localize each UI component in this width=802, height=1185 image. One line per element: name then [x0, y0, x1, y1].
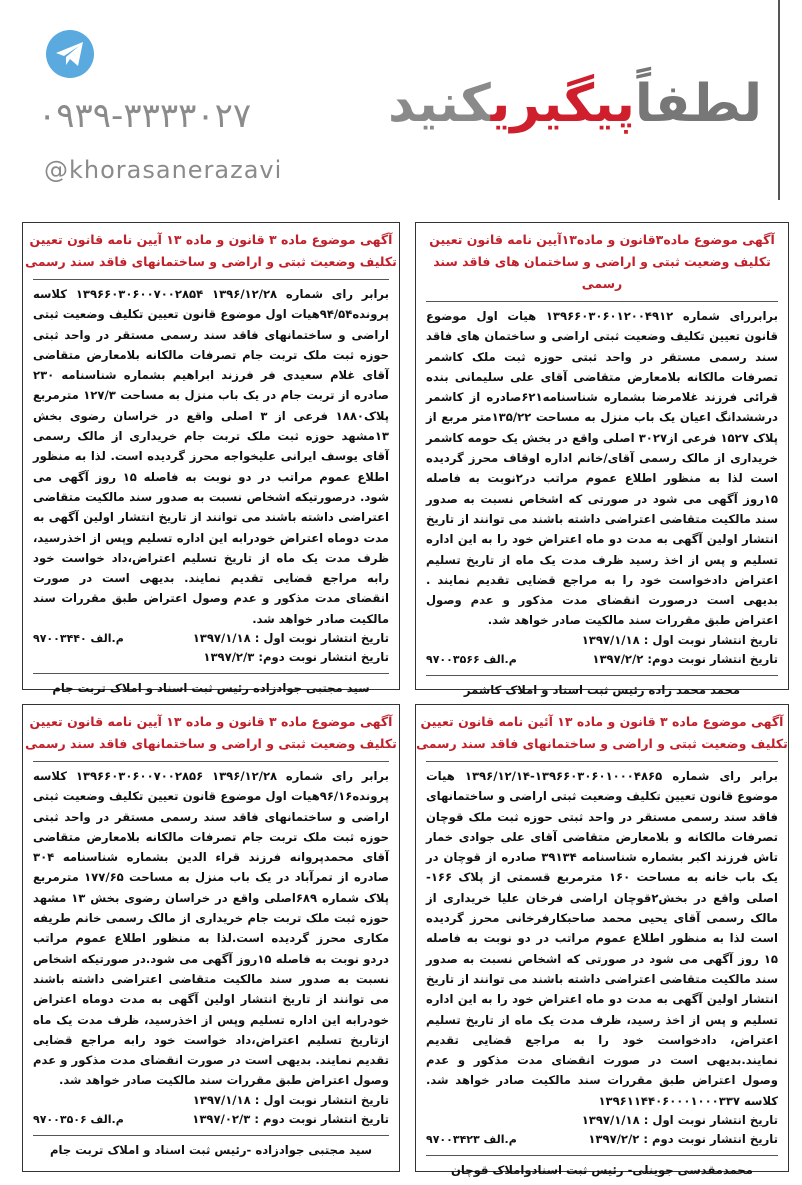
- ad-rule: [33, 279, 389, 280]
- ad-rule: [426, 675, 778, 676]
- ad-title-line2: تکلیف وضعیت ثبتی و اراضی و ساختمانهای فاقد سند رسمی: [25, 736, 397, 751]
- pub-date-2: [23, 1110, 399, 1129]
- pub-date-1: [416, 631, 788, 650]
- ad-body-text: برابر رای شماره ۱۳۹۶/۱۲/۲۸ ۱۳۹۶۶۰۳۰۶۰۰۷۰۰۲۸۵۶ کلاسه پرونده۹۶/۱۶هیات اول موضوع قانون تعیین تکلیف وضعیت ثبتی اراضی و ساختمانهای فاقد سند رسمی مستقر در واحد ثبتی حوزه ثبت ملک تربت جام تصرفات مالکانه بلامعارض متقاضی آقای محمدپروانه فرزند قراء الدین بشماره شناسنامه ۳۰۴ صادره از تمرآباد در یک باب منزل به مساحت ۱۷۷/۶۵ مترمربع پلاک شماره ۶۸۹اصلی واقع در خراسان رضوی بخش ۱۳ مشهد حوزه ثبت ملک تربت جام خریداری از مالک رسمی خانم طریفه مکاری محرز گردیده است.لذا به منظور اطلاع عموم مراتب دردو نوبت به فاصله ۱۵روز آگهی می شود.در صورتیکه اشخاص نسبت به صدور سند مالکیت متقاضی اعتراضی داشته باشند می توانند از تاریخ انتشار اولین آگهی به مدت دوماه اعتراض خودرابه این اداره تسلیم وپس از اخذرسید، ظرف مدت یک ماه ازتاریخ تسلیم اعتراض،داد خواست خود رابه مراجع قضایی تقدیم نمایند. بدیهی است در صورت انقضای مدت مذکور و عدم وصول اعتراض طبق مقررات سند مالکیت صادر خواهد شد.: [33, 769, 389, 1088]
- slogan-part3: کنید: [388, 74, 491, 134]
- slogan: [388, 74, 762, 134]
- ad-code: م.الف ۹۷۰۰۳۵۶۶: [426, 652, 517, 666]
- ad-quchan: [415, 704, 789, 1178]
- pub-date-2: [23, 648, 399, 667]
- ad-body-text: برابررای شماره ۱۳۹۶۶۰۳۰۶۰۱۲۰۰۴۹۱۲ هیات اول موضوع قانون تعیین تکلیف وضعیت ثبتی اراضی و ساختمان های فاقد سند رسمی مستقر در واحد ثبتی حوزه ثبت ملک کاشمر تصرفات مالکانه بلامعارض متقاضی آقای علی سلیمانی بنده قرائی فرزند غلامرضا بشماره شناسنامه۶۲۱صادره از کاشمر درششدانگ اعیان یک باب منزل به مساحت ۱۳۵/۲۲متر مربع از پلاک ۱۵۲۷ فرعی از۳۰۲۷ اصلی واقع در بخش یک حومه کاشمر خریداری از مالک رسمی آقای/خانم اداره اوقاف محرز گردیده است لذا به منظور اطلاع عموم مراتب در۲نوبت به فاصله ۱۵روز آگهی می شود در صورتی که اشخاص نسبت به صدور سند مالکیت متقاضی اعتراضی داشته باشند می توانند از تاریخ انتشار اولین آگهی به مدت دو ماه اعتراض خود را به این اداره تسلیم و پس از اخذ رسید ظرف مدت یک ماه از تاریخ تسلیم اعتراض دادخواست خود را به مراجع قضایی تقدیم نمایند . بدیهی است درصورت انقضای مدت مذکور و عدم وصول اعتراض طبق مقررات سند مالکیت صادر خواهد شد.: [426, 309, 778, 628]
- ad-code: م.الف ۹۷۰۰۳۵۰۶: [33, 1112, 124, 1126]
- ad-body: [23, 766, 399, 1091]
- slogan-part2: پیگیری: [490, 74, 635, 134]
- ad-body: [416, 766, 788, 1111]
- ad-title: [23, 705, 399, 755]
- pub-date-1-text: تاریخ انتشار نوبت اول : ۱۳۹۷/۱/۱۸: [581, 1113, 778, 1128]
- ad-title: [23, 223, 399, 273]
- ad-signature: محمد محمد زاده رئیس ثبت اسناد و املاک کاشمر: [463, 682, 741, 697]
- ad-kashmar: [415, 222, 789, 697]
- ad-title: [416, 705, 788, 755]
- ad-code: م.الف ۹۷۰۰۳۴۲۳: [426, 1133, 517, 1147]
- pub-date-2-text: تاریخ انتشار نوبت دوم: ۱۳۹۷/۲/۲: [592, 651, 778, 666]
- ad-rule: [426, 1155, 778, 1156]
- pub-date-1: [416, 1111, 788, 1130]
- header: [0, 0, 802, 210]
- ad-signature: سید مجتبی جوادزاده -رئیس ثبت اسناد و املاک تربت جام: [49, 1142, 373, 1157]
- ad-torbat-jam-2: [22, 704, 400, 1172]
- ad-signature: محمدمقدسی جوینلی- رئیس ثبت اسنادواملاک قوچان: [451, 1163, 753, 1178]
- ad-title-line2: تکلیف وضعیت ثبتی و اراضی و ساختمان های فاقد سند رسمی: [433, 254, 771, 291]
- pub-date-2: [416, 1130, 788, 1149]
- ad-title-line2: تکلیف وضعیت ثبتی و اراضی و ساختمانهای فاقد سند رسمی: [416, 736, 788, 751]
- pub-date-1: [23, 629, 399, 648]
- pub-date-1-text: تاریخ انتشار نوبت اول : ۱۳۹۷/۱/۱۸: [192, 1092, 389, 1107]
- ad-code: م.الف ۹۷۰۰۳۴۴۰: [33, 632, 124, 646]
- pub-date-2-text: تاریخ انتشار نوبت دوم : ۱۳۹۷/۲/۲: [588, 1132, 778, 1147]
- ad-rule: [426, 301, 778, 302]
- ad-title-line1: آگهی موضوع ماده ۳ قانون و ماده ۱۳ آئین نامه قانون تعیین: [420, 714, 784, 729]
- ad-title-line1: آگهی موضوع ماده۳قانون و ماده۱۳آیین نامه قانون تعیین: [429, 232, 775, 247]
- pub-date-1-text: تاریخ انتشار نوبت اول : ۱۳۹۷/۱/۱۸: [192, 631, 389, 646]
- ad-body: [23, 284, 399, 629]
- ad-body-text: برابر رای شماره ۱۳۹۶۶۰۳۰۶۰۱۰۰۰۴۸۶۵-۱۳۹۶/۱۲/۱۴ هیات موضوع قانون تعیین تکلیف وضعیت ثبتی اراضی و ساختمانهای فاقد سند رسمی مستقر در واحد ثبتی حوزه ثبت ملک قوچان تصرفات مالکانه و بلامعارض متقاضی آقای علی جوادی خمار تاش فرزند اکبر بشماره شناسنامه ۳۹۱۳۴ صادره از قوچان در یک باب خانه به مساحت ۱۶۰ مترمربع قسمتی از پلاک ۱۶۶- اصلی واقع در بخش۲قوچان اراضی فرخان علیا خریداری از مالک رسمی آقای یحیی محمد صاحبکارفرخانی محرز گردیده است لذا به منظور اطلاع عموم مراتب در دو نوبت به فاصله ۱۵ روز آگهی می شود در صورتی که اشخاص نسبت به صدور سند مالکیت متقاضی اعتراضی داشته باشند می توانند از تاریخ انتشار اولین آگهی به مدت دو ماه اعتراض خود را به این اداره تسلیم و پس از اخذ رسید، ظرف مدت یک ماه از تاریخ تسلیم اعتراض، دادخواست خود را به مراجع قضایی تقدیم نمایند.بدیهی است در صورت انقضای مدت مذکور و عدم وصول اعتراض طبق مقررات سند مالکیت صادر خواهد شد. کلاسه ۱۳۹۶۱۱۴۴۰۶۰۰۰۱۰۰۰۳۳۷: [426, 769, 778, 1108]
- ad-torbat-jam-1: [22, 222, 400, 696]
- slogan-part1: لطفاً: [634, 74, 762, 134]
- pub-date-1: [23, 1091, 399, 1110]
- pub-date-2-text: تاریخ انتشار نوبت دوم : ۱۳۹۷/۰۲/۳: [192, 1111, 389, 1126]
- ad-rule: [33, 761, 389, 762]
- ad-title-line1: آگهی موضوع ماده ۳ قانون و ماده ۱۳ آیین نامه قانون تعیین: [29, 232, 393, 247]
- pub-date-1-text: تاریخ انتشار نوبت اول : ۱۳۹۷/۱/۱۸: [581, 632, 778, 647]
- ad-rule: [33, 1135, 389, 1136]
- telegram-icon[interactable]: [46, 30, 94, 78]
- ad-signature: سید مجتبی جوادزاده رئیس ثبت اسناد و املاک تربت جام: [52, 681, 370, 696]
- divider-line: [778, 0, 780, 200]
- ad-title-line1: آگهی موضوع ماده ۳ قانون و ماده ۱۳ آیین نامه قانون تعیین: [29, 714, 393, 729]
- ad-rule: [33, 673, 389, 674]
- phone-number: ۰۹۳۹-۳۳۳۳۰۲۷: [38, 96, 252, 136]
- ad-body-text: برابر رای شماره ۱۳۹۶/۱۲/۲۸ ۱۳۹۶۶۰۳۰۶۰۰۷۰۰۲۸۵۴ کلاسه پرونده۹۴/۵۴هیات اول موضوع قانون تعیین تکلیف وضعیت ثبتی اراضی و ساختمانهای فاقد سند رسمی مستقر در واحد ثبتی حوزه ثبت ملک تربت جام تصرفات مالکانه بلامعارض متقاضی آقای غلام سعیدی فر فرزند ابراهیم بشماره شناسنامه ۲۳۰ صادره از تربت جام در یک باب منزل به مساحت ۱۲۷/۳ مترمربع پلاک۱۸۸۰ فرعی از ۳ اصلی واقع در خراسان رضوی بخش ۱۳مشهد حوزه ثبت ملک تربت جام خریداری از مالک رسمی آقای یوسف ایرانی علیخواجه محرز گردیده است. لذا به منظور اطلاع عموم مراتب در دو نوبت به فاصله ۱۵ روز آگهی می شود. درصورتیکه اشخاص نسبت به صدور سند مالکیت متقاضی اعتراضی داشته باشند می توانند از تاریخ انتشار اولین آگهی به مدت دوماه اعتراض خودرابه این اداره تسلیم وپس از اخذرسید، ظرف مدت یک ماه از تاریخ تسلیم اعتراض،داد خواست خود رابه مراجع قضایی تقدیم نمایند. بدیهی است در صورت انقضای مدت مذکور و عدم وصول اعتراض طبق مقررات سند مالکیت صادر خواهد شد.: [33, 287, 390, 626]
- ad-title: [416, 223, 788, 295]
- pub-date-2: [416, 650, 788, 669]
- telegram-handle: @khorasanerazavi: [44, 156, 283, 184]
- ad-title-line2: تکلیف وضعیت ثبتی و اراضی و ساختمانهای فاقد سند رسمی: [25, 254, 397, 269]
- ad-body: [416, 306, 788, 631]
- ad-rule: [426, 761, 778, 762]
- pub-date-2-text: تاریخ انتشار نوبت دوم: ۱۳۹۷/۲/۳: [203, 650, 389, 665]
